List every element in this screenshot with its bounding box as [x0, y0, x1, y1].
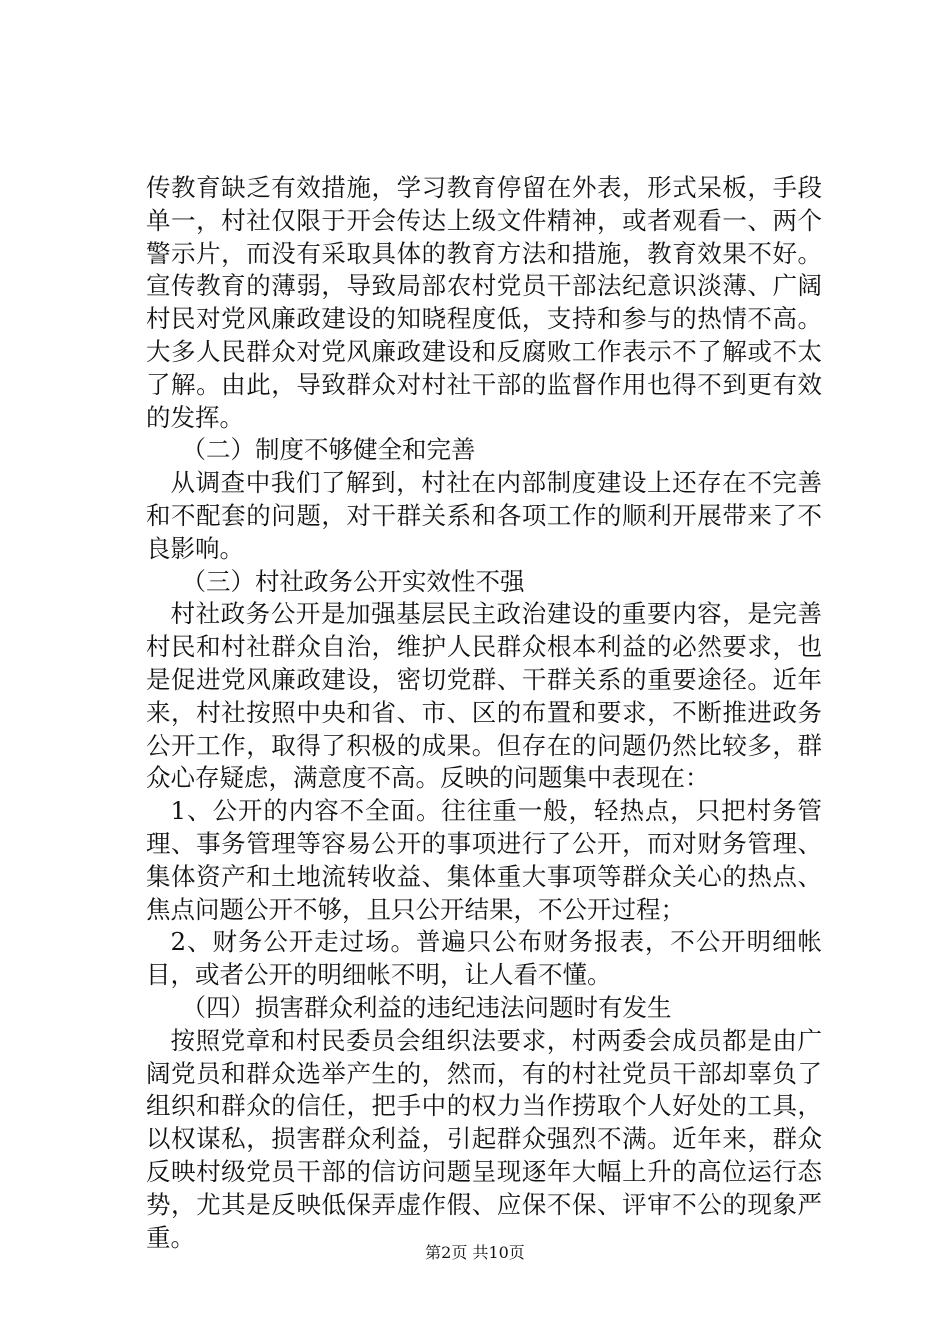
- section-heading-3: （三）村社政务公开实效性不强: [181, 566, 525, 596]
- paragraph: 村社政务公开是加强基层民主政治建设的重要内容，是完善村民和村社群众自治，维护人民群众根本利益的必然要求，也是促进党风廉政建设，密切党群、干群关系的重要途径。近年来，村社按照中央和省、市、区的布置和要求，不断推进政务公开工作，取得了积极的成果。但存在的问题仍然比较多，群众心存疑虑，满意度不高。反映的问题集中表现在：: [146, 599, 822, 793]
- list-item-2: 2、财务公开走过场。普遍只公布财务报表，不公开明细帐目，或者公开的明细帐不明，让人看不懂。: [146, 927, 822, 990]
- paragraph-continued: 传教育缺乏有效措施，学习教育停留在外表，形式呆板，手段单一，村社仅限于开会传达上级文件精神，或者观看一、两个警示片，而没有采取具体的教育方法和措施，教育效果不好。宣传教育的薄弱，导致局部农村党员干部法纪意识淡薄、广阔村民对党风廉政建设的知晓程度低，支持和参与的热情不高。大多人民群众对党风廉政建设和反腐败工作表示不了解或不太了解。由此，导致群众对村社干部的监督作用也得不到更有效的发挥。: [146, 173, 822, 432]
- page-footer: 第2页 共10页: [425, 1243, 525, 1262]
- document-body: [146, 172, 822, 1254]
- section-heading-4: （四）损害群众利益的违纪违法问题时有发生: [181, 992, 672, 1022]
- paragraph: 从调查中我们了解到，村社在内部制度建设上还存在不完善和不配套的问题，对干群关系和各项工作的顺利开展带来了不良影响。: [146, 468, 822, 563]
- paragraph: 按照党章和村民委员会组织法要求，村两委会成员都是由广阔党员和群众选举产生的，然而，有的村社党员干部却辜负了组织和群众的信任，把手中的权力当作捞取个人好处的工具，以权谋私，损害群众利益，引起群众强烈不满。近年来，群众反映村级党员干部的信访问题呈现逐年大幅上升的高位运行态势，尤其是反映低保弄虚作假、应保不保、评审不公的现象严重。: [146, 1025, 822, 1252]
- section-heading-2: （二）制度不够健全和完善: [181, 435, 476, 465]
- list-item-1: 1、公开的内容不全面。往往重一般，轻热点，只把村务管理、事务管理等容易公开的事项进行了公开，而对财务管理、集体资产和土地流转收益、集体重大事项等群众关心的热点、焦点问题公开不够，且只公开结果，不公开过程；: [146, 796, 822, 924]
